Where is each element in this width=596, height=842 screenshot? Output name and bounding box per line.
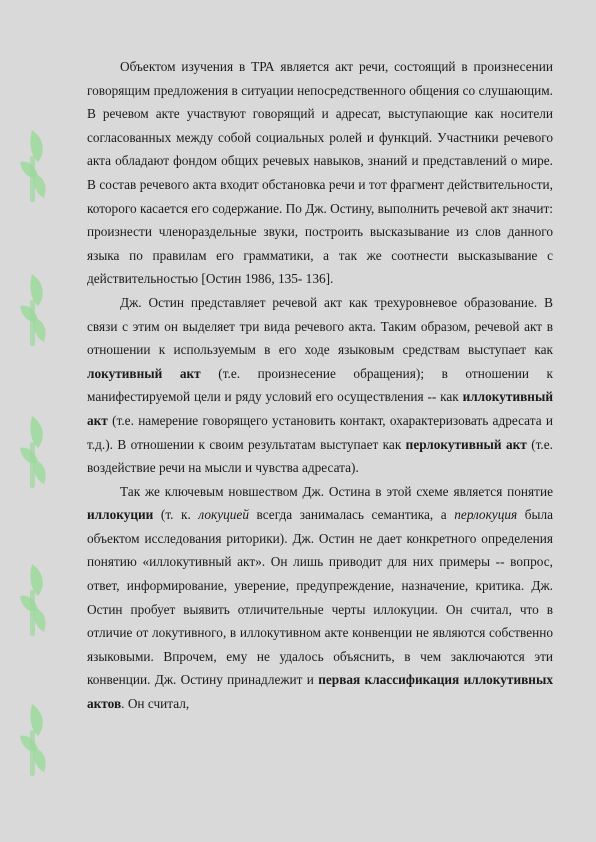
green-logo-watermark-icon [10,270,54,352]
text-run: . Он считал, [121,696,190,712]
green-logo-watermark-icon [10,700,54,782]
bold-term: иллокутивный акт [87,389,553,428]
text-run: всегда занималась семантика, а [248,507,455,523]
text-run: Дж. Остин представляет речевой акт как трехуровневое образование. В связи с этим он выделяет три вида речевого акта. Таким образом, речевой акт в отношении к используемым в его ходе языковым средствам выступает как [87,294,553,358]
text-run: (т.е. намерение говорящего установить контакт, охарактеризовать адресата и т.д.). В отношении к своим результатам выступает как [87,412,553,452]
text-run: (т.е. произнесение обращения); в отношении к манифестируемой цели и ряду условий его осуществления -- как [87,365,553,405]
bold-term: перлокутивный акт [405,436,527,452]
paragraph-2 [87,291,553,480]
text-run: Объектом изучения в ТРА является акт речи, состоящий в произнесении говорящим предложения в ситуации непосредственного общения со слушающим. В речевом акте участвуют говорящий и адресат, выступающие как носители согласованных между собой социальных ролей и функций. Участники речевого акта обладают фондом общих речевых навыков, знаний и представлений о мире. В состав речевого акта входит обстановка речи и тот фрагмент действительности, которого касается его содержание. По Дж. Остину, выполнить речевой акт значит: произнести членораздельные звуки, построить высказывание из слов данного языка по правилам его грамматики, а так же соотнести высказывание с действительностью [Остин 1986, 135- 136]. [87,59,553,287]
bold-term: первая классификация иллокутивных актов [87,672,553,712]
text-run: Так же ключевым новшеством Дж. Остина в этой схеме является понятие [120,483,553,499]
paragraph-3 [87,480,553,716]
bold-term: локутивный акт [87,365,201,381]
italic-term: перлокуция [454,507,518,523]
text-run: была объектом исследования риторики). Дж. Остин не дает конкретного определения понятию «иллокутивный акт». Он лишь приводит для них примеры -- вопрос, ответ, информирование, уверение, предупреждение, назначение, критика. Дж. Остин пробует выявить отличительные черты иллокуции. Он считал, что в отличие от локутивного, в иллокутивном акте конвенции не являются собственно языковыми. Впрочем, ему не удалось объяснить, в чем заключаются эти конвенции. Дж. Остину принадлежит и [87,507,553,688]
text-run: (т.е. воздействие речи на мысли и чувства адресата). [87,436,553,476]
green-logo-watermark-icon [10,412,54,494]
green-logo-watermark-icon [10,126,54,208]
green-logo-watermark-icon [10,560,54,642]
italic-term: локуцией [198,507,249,523]
bold-term: иллокуции [87,507,154,523]
document-page [87,55,553,716]
text-run: (т. к. [153,507,199,523]
paragraph-1 [87,55,553,291]
